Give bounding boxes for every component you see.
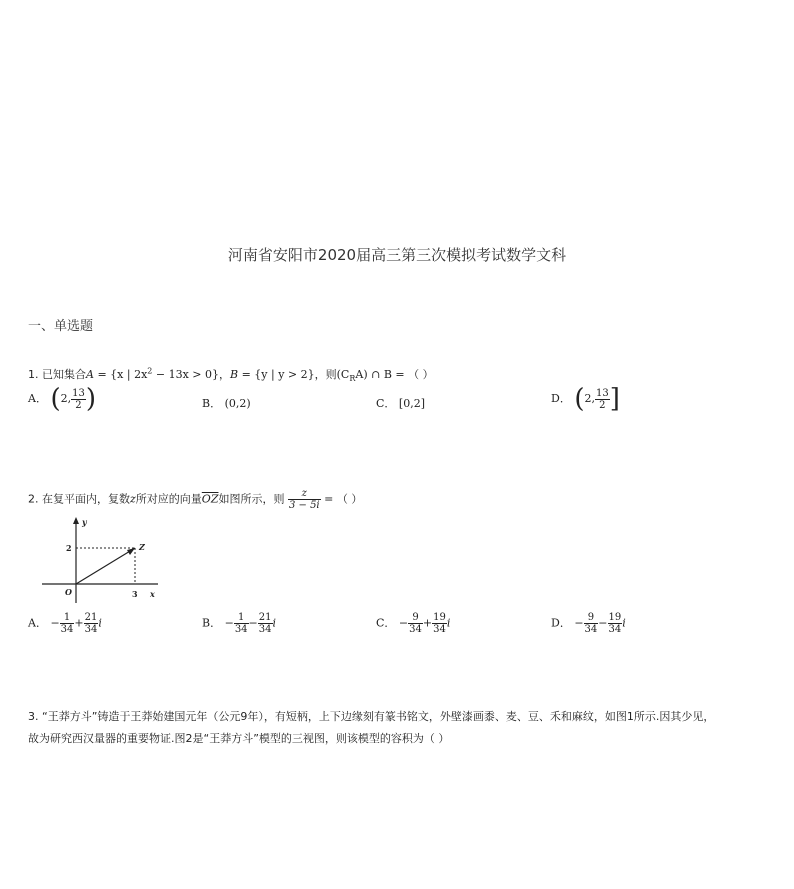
q2-option-a-frac2 (84, 612, 99, 635)
q2-option-d-sign2: − (598, 616, 608, 630)
q2-option-d-i: i (622, 616, 626, 630)
q2-complex-plane-figure (38, 515, 168, 605)
q2-option-d[interactable] (551, 612, 626, 635)
y-axis-label: y (82, 517, 87, 527)
q1-option-d-close: ] (609, 384, 620, 414)
q2-option-b-frac1 (234, 612, 249, 635)
q3-line-1: 3. “王莽方斗”铸造于王莽始建国元年（公元9年），有短柄，上下边缘刻有篆书铭文，外壁漆画黍、麦、豆、禾和麻纹，如图1所示.因其少见， (28, 710, 715, 723)
question-1-stem (28, 366, 434, 383)
y-tick-label: 2 (66, 543, 72, 553)
q1-option-d-den: 2 (599, 399, 606, 411)
q2-option-c-d1: 34 (409, 624, 422, 635)
q1-expression-rest: A) ∩ B = (355, 368, 405, 381)
q2-option-c-sign2: + (422, 616, 433, 630)
q2-vector: $\overline{OZ}$ (201, 492, 219, 506)
q2-option-b-n1: 1 (234, 612, 249, 624)
section-heading: 一、单选题 (28, 319, 94, 334)
q1-option-c-text: [0,2] (398, 397, 425, 410)
q1-option-a-open: ( (50, 384, 61, 414)
q2-option-b-sign1: − (224, 616, 234, 630)
q2-option-c-i: i (446, 616, 451, 630)
q2-option-b-d2: 34 (258, 624, 272, 635)
q2-suffix: 如图所示，则 (218, 492, 285, 506)
q2-option-d-d1: 34 (584, 624, 598, 635)
x-tick-label: 3 (132, 589, 138, 599)
q1-option-d-open: ( (574, 384, 585, 414)
q1-set-b-def: = {y | y > 2} (238, 368, 315, 381)
vector-arrowhead (127, 548, 135, 555)
y-axis-arrow (73, 517, 79, 524)
q2-option-d-frac2 (608, 612, 623, 635)
q2-option-d-d2: 34 (608, 624, 622, 635)
q2-answer-blank: （ ） (336, 492, 363, 506)
q1-option-b-label: B． (202, 397, 222, 410)
q1-option-b[interactable] (202, 395, 251, 411)
q2-option-a-d1: 34 (60, 624, 74, 635)
q2-option-a-label: A． (28, 616, 47, 630)
q2-option-c-label: C． (376, 616, 396, 630)
q1-set-a-name: A (86, 368, 94, 381)
q3-line-2: 故为研究西汉量器的重要物证.图2是“王莽方斗”模型的三视图，则该模型的容积为（ ） (28, 732, 450, 745)
q1-then: ，则 (314, 368, 337, 381)
q2-option-d-n1: 9 (584, 612, 599, 624)
q1-option-a[interactable] (28, 386, 96, 412)
q2-option-b-n2: 21 (258, 612, 272, 623)
q1-expression: (C (336, 368, 350, 381)
q2-option-c-d2: 34 (433, 624, 446, 635)
q2-option-a-d2: 34 (84, 624, 98, 635)
q2-prefix: 2. 在复平面内，复数 (28, 492, 130, 506)
x-axis-label: x (150, 589, 155, 599)
q1-option-a-den: 2 (75, 399, 82, 411)
q2-option-c-sign1: − (398, 616, 409, 630)
q2-option-a-frac1 (60, 612, 75, 635)
question-3-stem (28, 706, 714, 750)
q1-option-d-fraction (595, 388, 610, 411)
q2-equals: = (324, 492, 334, 506)
q2-mid: 所对应的向量 (135, 492, 202, 506)
q1-option-a-num: 13 (72, 387, 85, 399)
q2-option-c-frac1 (408, 612, 423, 635)
q2-option-a-sign1: − (50, 616, 60, 630)
q1-option-d-num: 13 (595, 387, 609, 399)
q2-frac-num: z (288, 488, 321, 500)
q1-option-c-label: C． (376, 397, 396, 410)
q2-option-a-n1: 1 (60, 612, 75, 624)
q2-option-b[interactable] (202, 612, 276, 635)
q1-set-b-name: B (230, 368, 239, 381)
q2-option-d-label: D． (551, 616, 571, 630)
q2-option-b-d1: 34 (234, 624, 248, 635)
q1-set-a-def: = {x | 2x (93, 368, 148, 381)
q2-option-d-frac1 (584, 612, 599, 635)
q1-option-b-text: (0,2) (224, 397, 251, 410)
origin-label: O (65, 587, 72, 597)
document-title: 河南省安阳市2020届高三第三次模拟考试数学文科 (227, 246, 567, 264)
q1-option-d-label: D． (551, 392, 571, 405)
point-z-label: Z (139, 542, 145, 552)
q2-z: z (130, 492, 136, 506)
q2-option-b-sign2: − (248, 616, 258, 630)
q1-option-d-left: 2, (584, 392, 595, 405)
q2-option-b-i: i (272, 616, 277, 630)
q1-set-a-exponent: 2 (147, 366, 153, 376)
q2-option-c-frac2 (432, 612, 447, 635)
q2-option-c[interactable] (376, 612, 450, 635)
q1-option-a-fraction (71, 388, 86, 411)
q2-frac-den: 3 − 5i (288, 500, 320, 511)
q1-answer-blank: （ ） (408, 368, 434, 381)
q1-prefix: 1. 已知集合 (28, 368, 86, 381)
q2-option-b-label: B． (202, 616, 222, 630)
q2-option-a-sign2: + (74, 616, 84, 630)
q2-option-d-n2: 19 (608, 612, 622, 623)
q1-option-a-left: 2, (60, 392, 72, 405)
q1-option-c[interactable] (376, 395, 425, 411)
q1-set-a-rest: − 13x > 0} (152, 368, 219, 381)
q1-expression-sub: R (349, 374, 356, 384)
q2-option-b-frac2 (258, 612, 273, 635)
vector-oz (76, 548, 135, 584)
q2-option-a[interactable] (28, 612, 102, 635)
q2-option-a-n2: 21 (84, 612, 98, 623)
q2-option-c-n1: 9 (408, 612, 423, 624)
q2-option-a-i: i (98, 616, 102, 630)
q2-option-d-sign1: − (574, 616, 584, 630)
q1-comma: ， (219, 368, 230, 381)
q1-option-a-label: A． (28, 392, 47, 405)
q1-option-d[interactable] (551, 386, 620, 412)
question-2-stem (28, 488, 362, 511)
q2-fraction (288, 488, 321, 511)
q1-option-a-close: ) (85, 384, 96, 414)
q2-option-c-n2: 19 (433, 612, 446, 623)
